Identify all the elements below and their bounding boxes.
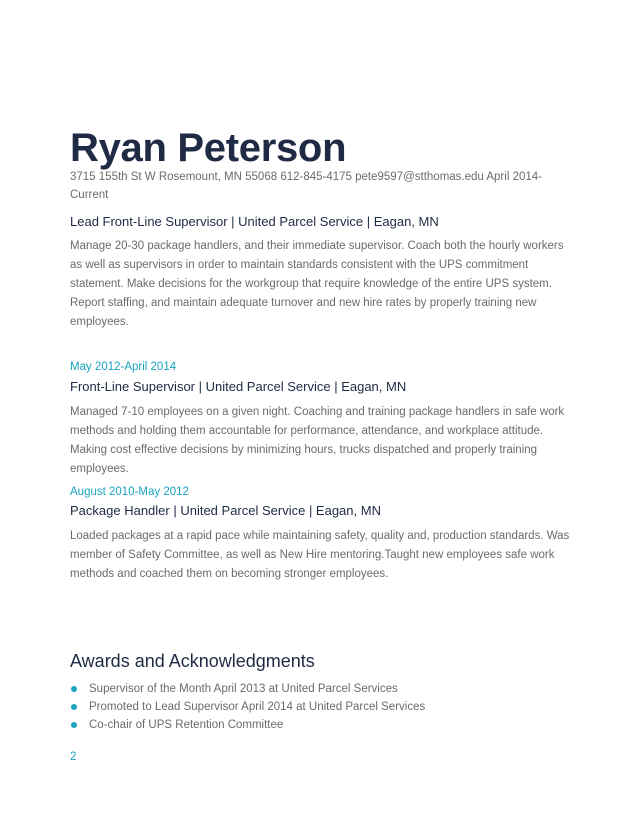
list-item [70, 680, 425, 698]
award-text: Co-chair of UPS Retention Committee [89, 719, 284, 731]
job-title-front-line-supervisor: Front-Line Supervisor | United Parcel Service | Eagan, MN [70, 379, 407, 394]
bullet-icon [71, 686, 77, 692]
job-description-lead-supervisor: Manage 20-30 package handlers, and their immediate supervisor. Coach both the hourly workers as well as supervisors in order to maintain standards consistent with the UPS commitment statement. Make decisions for the workgroup that require knowledge of the entire UPS system. Report staffing, and maintain adequate turnover and new hire rates by properly training new employees. [70, 240, 564, 328]
page-number: 2 [70, 751, 77, 763]
job-date-package-handler: August 2010-May 2012 [70, 486, 189, 498]
list-item [70, 716, 425, 734]
awards-heading: Awards and Acknowledgments [70, 651, 315, 671]
list-item [70, 698, 425, 716]
job-title-package-handler: Package Handler | United Parcel Service | Eagan, MN [70, 503, 381, 518]
job-date-front-line-supervisor: May 2012-April 2014 [70, 361, 177, 373]
job-description-front-line-supervisor: Managed 7-10 employees on a given night. Coaching and training package handlers in safe work methods and holding them accountable for performance, attendance, and workplace attitude. Making cost effective decisions by minimizing hours, trucks dispatched and properly training employees. [70, 406, 565, 475]
candidate-name: Ryan Peterson [70, 126, 347, 170]
bullet-icon [71, 704, 77, 710]
bullet-icon [71, 722, 77, 728]
job-description-package-handler: Loaded packages at a rapid pace while maintaining safety, quality and, production standards. Was member of Safety Committee, as well as New Hire mentoring.Taught new employees safe work methods and coached them on becoming stronger employees. [70, 530, 570, 580]
job-title-lead-supervisor: Lead Front-Line Supervisor | United Parcel Service | Eagan, MN [70, 214, 439, 229]
award-text: Supervisor of the Month April 2013 at United Parcel Services [89, 683, 398, 695]
contact-line: 3715 155th St W Rosemount, MN 55068 612-845-4175 pete9597@stthomas.edu April 2014-Current [70, 171, 542, 201]
awards-list [70, 680, 425, 734]
award-text: Promoted to Lead Supervisor April 2014 at United Parcel Services [89, 701, 426, 713]
